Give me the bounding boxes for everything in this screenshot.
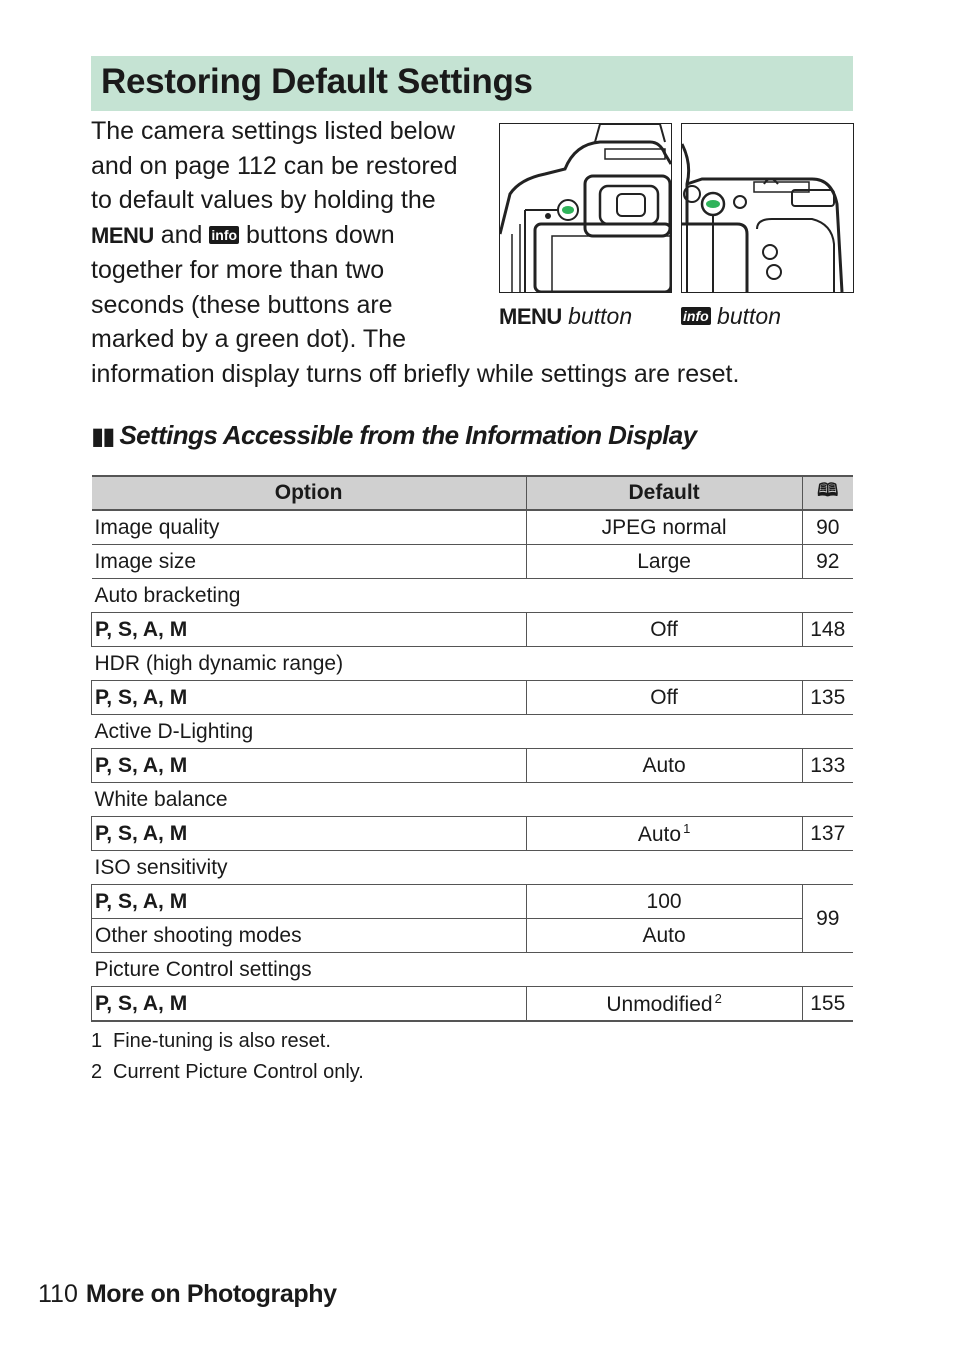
modes-label: P, S, A, M [95, 753, 188, 777]
camera-back-illustration [499, 123, 672, 293]
modes-label: P, S, A, M [95, 821, 188, 845]
intro-line-8: information display turns off briefly while settings are reset. [91, 359, 740, 388]
intro-line-5: together for more than two [91, 256, 385, 284]
camera-back-drawing [500, 124, 671, 292]
default-value: Auto [637, 822, 682, 846]
intro-line-3: to default values by holding the [91, 186, 436, 214]
footer-section-title: More on Photography [85, 1280, 337, 1308]
footnote [91, 1057, 364, 1088]
row-page: 148 [802, 613, 853, 647]
row-default: Auto [526, 749, 802, 783]
table-row [92, 681, 854, 715]
table-row [92, 749, 854, 783]
row-default: 100 [526, 885, 802, 919]
intro-line-7: marked by a green dot). The [91, 325, 406, 353]
table-header-row [92, 476, 854, 510]
table-group-row [92, 953, 854, 987]
menu-caption-text: button [561, 303, 633, 329]
row-option-other: Other shooting modes [92, 919, 527, 953]
page-footer [38, 1276, 337, 1312]
group-label: Auto bracketing [92, 579, 854, 613]
modes-label: P, S, A, M [95, 617, 188, 641]
info-button-caption [681, 301, 781, 331]
group-label: ISO sensitivity [92, 851, 854, 885]
default-value: Unmodified [606, 992, 713, 1016]
table-group-row [92, 851, 854, 885]
intro-line-4 [91, 218, 483, 254]
row-option-modes [92, 817, 527, 851]
row-page: 92 [802, 545, 853, 579]
page-title: Restoring Default Settings [101, 62, 533, 101]
info-button-icon: info [211, 226, 238, 243]
row-page: 137 [802, 817, 853, 851]
row-default: JPEG normal [526, 510, 802, 545]
page-number: 110 [38, 1280, 78, 1308]
footnote [91, 1026, 364, 1057]
footnote-text: Current Picture Control only. [113, 1061, 364, 1083]
intro-line-1: The camera settings listed below [91, 117, 456, 145]
header-page-icon [802, 476, 853, 510]
intro-line-2: and on page 112 can be restored [91, 151, 458, 180]
row-option-modes [92, 681, 527, 715]
section-heading-text: Settings Accessible from the Information Display [119, 420, 697, 450]
menu-caption-keyword: MENU [499, 304, 562, 329]
table-row [92, 987, 854, 1022]
row-option-modes [92, 613, 527, 647]
modes-label: P, S, A, M [95, 685, 188, 709]
group-label: HDR (high dynamic range) [92, 647, 854, 681]
modes-label: P, S, A, M [95, 889, 188, 913]
info-caption-text: button [710, 303, 781, 329]
section-heading [91, 416, 696, 456]
intro-line-6: seconds (these buttons are [91, 290, 393, 319]
row-option-modes [92, 987, 527, 1022]
row-default: Auto [526, 919, 802, 953]
intro-line-4-end: buttons down [239, 220, 395, 249]
footnote-number: 2 [91, 1061, 103, 1083]
menu-button-caption [499, 301, 632, 332]
group-label: White balance [92, 783, 854, 817]
table-row [92, 545, 854, 579]
row-page: 99 [802, 885, 853, 953]
camera-top-drawing [682, 124, 853, 292]
row-default [526, 817, 802, 851]
row-page: 155 [802, 987, 853, 1022]
table-group-row [92, 579, 854, 613]
row-option: Image quality [92, 510, 527, 545]
section-marker-icon: ▮▮ [91, 423, 114, 450]
table-group-row [92, 715, 854, 749]
group-label: Active D-Lighting [92, 715, 854, 749]
intro-line-4-mid: and [153, 220, 210, 249]
table-row [92, 510, 854, 545]
footnote-ref: 1 [683, 820, 691, 836]
row-page: 133 [802, 749, 853, 783]
footnote-ref: 2 [714, 990, 722, 1006]
header-default: Default [526, 476, 802, 510]
title-bar [91, 56, 853, 111]
table-group-row [92, 647, 854, 681]
row-default: Off [526, 613, 802, 647]
row-option-modes [92, 885, 527, 919]
footnote-number: 1 [91, 1030, 103, 1052]
modes-label: P, S, A, M [95, 991, 188, 1015]
book-icon: 🕮 [817, 480, 839, 500]
row-page: 90 [802, 510, 853, 545]
row-page: 135 [802, 681, 853, 715]
table-group-row [92, 783, 854, 817]
info-caption-icon: info [683, 308, 709, 324]
table-row [92, 613, 854, 647]
header-option: Option [92, 476, 527, 510]
table-row [92, 919, 854, 953]
table-row [92, 885, 854, 919]
row-option-modes [92, 749, 527, 783]
group-label: Picture Control settings [92, 953, 854, 987]
row-default: Large [526, 545, 802, 579]
row-default [526, 987, 802, 1022]
settings-table [91, 475, 853, 1022]
menu-keyword: MENU [91, 222, 154, 248]
footnote-text: Fine-tuning is also reset. [113, 1030, 331, 1052]
row-default: Off [526, 681, 802, 715]
camera-top-illustration [681, 123, 854, 293]
table-row [92, 817, 854, 851]
footnotes [91, 1026, 364, 1088]
row-option: Image size [92, 545, 527, 579]
